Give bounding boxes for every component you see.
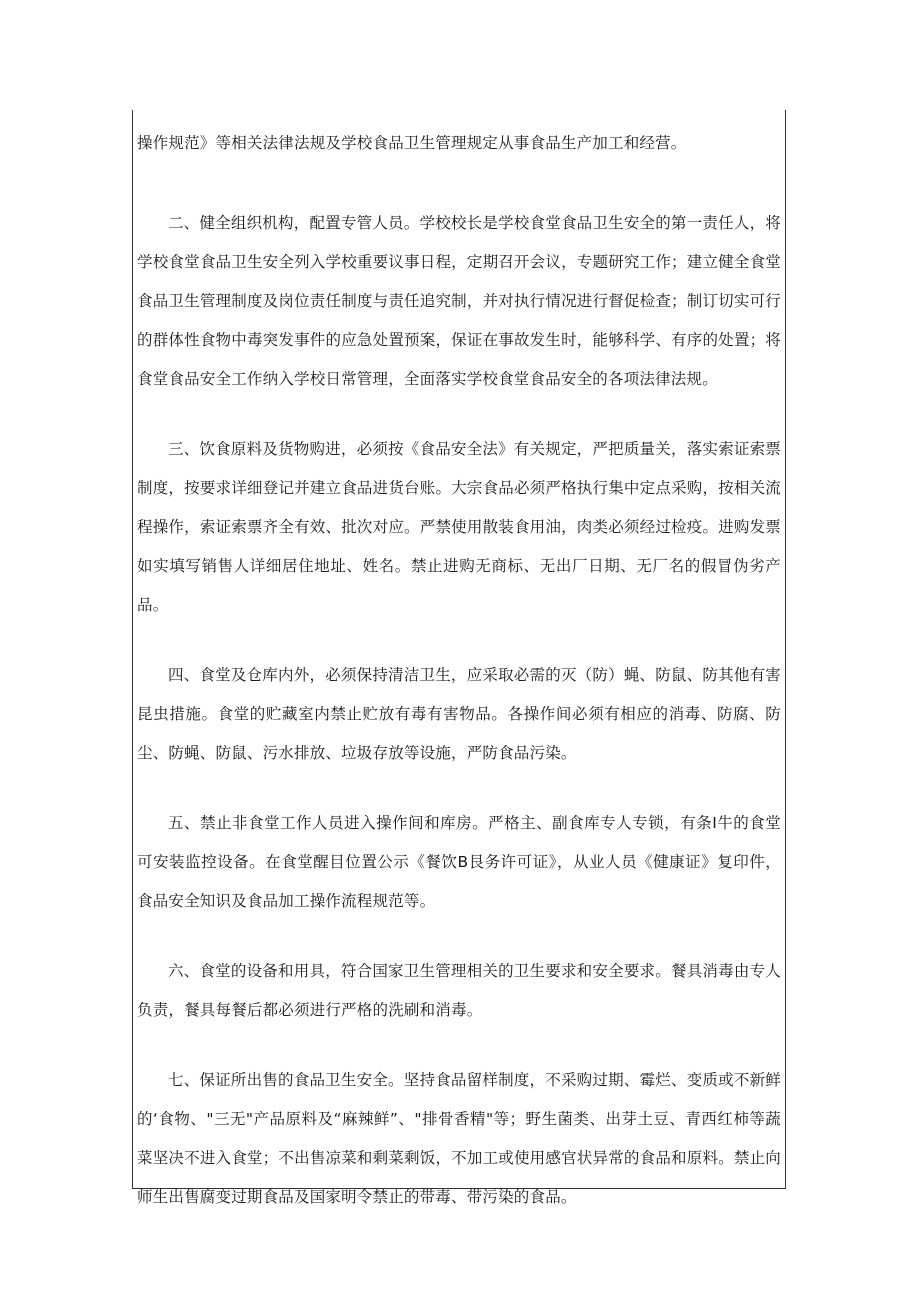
- paragraph-section-6: 六、食堂的设备和用具，符合国家卫生管理相关的卫生要求和安全要求。餐具消毒由专人负责，餐具每餐后都必须进行严格的洗刷和消毒。: [137, 962, 781, 1019]
- paragraph-continuation: 操作规范》等相关法律法规及学校食品卫生管理规定从事食品生产加工和经营。: [137, 134, 687, 152]
- paragraph-section-2: 二、健全组织机构，配置专管人员。学校校长是学校食堂食品卫生安全的第一责任人，将学校食堂食品卫生安全列入学校重要议事日程，定期召开会议，专题研究工作；建立健全食堂食品卫生管理制度及岗位责任制度与责任追究制，并对执行情况进行督促检查；制订切实可行的群体性食物中毒突发事件的应急处置预案，保证在事故发生时，能够科学、有序的处置；将食堂食品安全工作纳入学校日常管理，全面落实学校食堂食品安全的各项法律法规。: [137, 214, 781, 388]
- paragraph-section-3: 三、饮食原料及货物购进，必须按《食品安全法》有关规定，严把质量关，落实索证索票制度，按要求详细登记并建立食品进货台账。大宗食品必须严格执行集中定点采购，按相关流程操作，索证索票齐全有效、批次对应。严禁使用散装食用油，肉类必须经过检疫。进购发票如实填写销售人详细居住地址、姓名。禁止进购无商标、无出厂日期、无厂名的假冒伪劣产品。: [137, 440, 781, 614]
- paragraph-section-4: 四、食堂及仓库内外，必须保持清洁卫生，应采取必需的灭（防）蝇、防鼠、防其他有害昆虫措施。食堂的贮藏室内禁止贮放有毒有害物品。各操作间必须有相应的消毒、防腐、防尘、防蝇、防鼠、污水排放、垃圾存放等设施，严防食品污染。: [137, 666, 781, 762]
- document-body: [137, 124, 781, 1217]
- paragraph-section-5: 五、禁止非食堂工作人员进入操作间和库房。严格主、副食库专人专锁，有条I牛的食堂可安装监控设备。在食堂醒目位置公示《餐饮B艮务许可证》，从业人员《健康证》复印件，食品安全知识及食品加工操作流程规范等。: [137, 814, 781, 910]
- paragraph-section-7: 七、保证所出售的食品卫生安全。坚持食品留样制度，不采购过期、霉烂、变质或不新鲜的‘食物、"三无"产品原料及“麻辣鲜”、"排骨香精"等；野生菌类、出芽土豆、青西红柿等蔬菜坚决不进入食堂；不出售凉菜和剩菜剩饭，不加工或使用感官状异常的食品和原料。禁止向师生出售腐变过期食品及国家明令禁止的带毒、带污染的食品。: [137, 1071, 781, 1206]
